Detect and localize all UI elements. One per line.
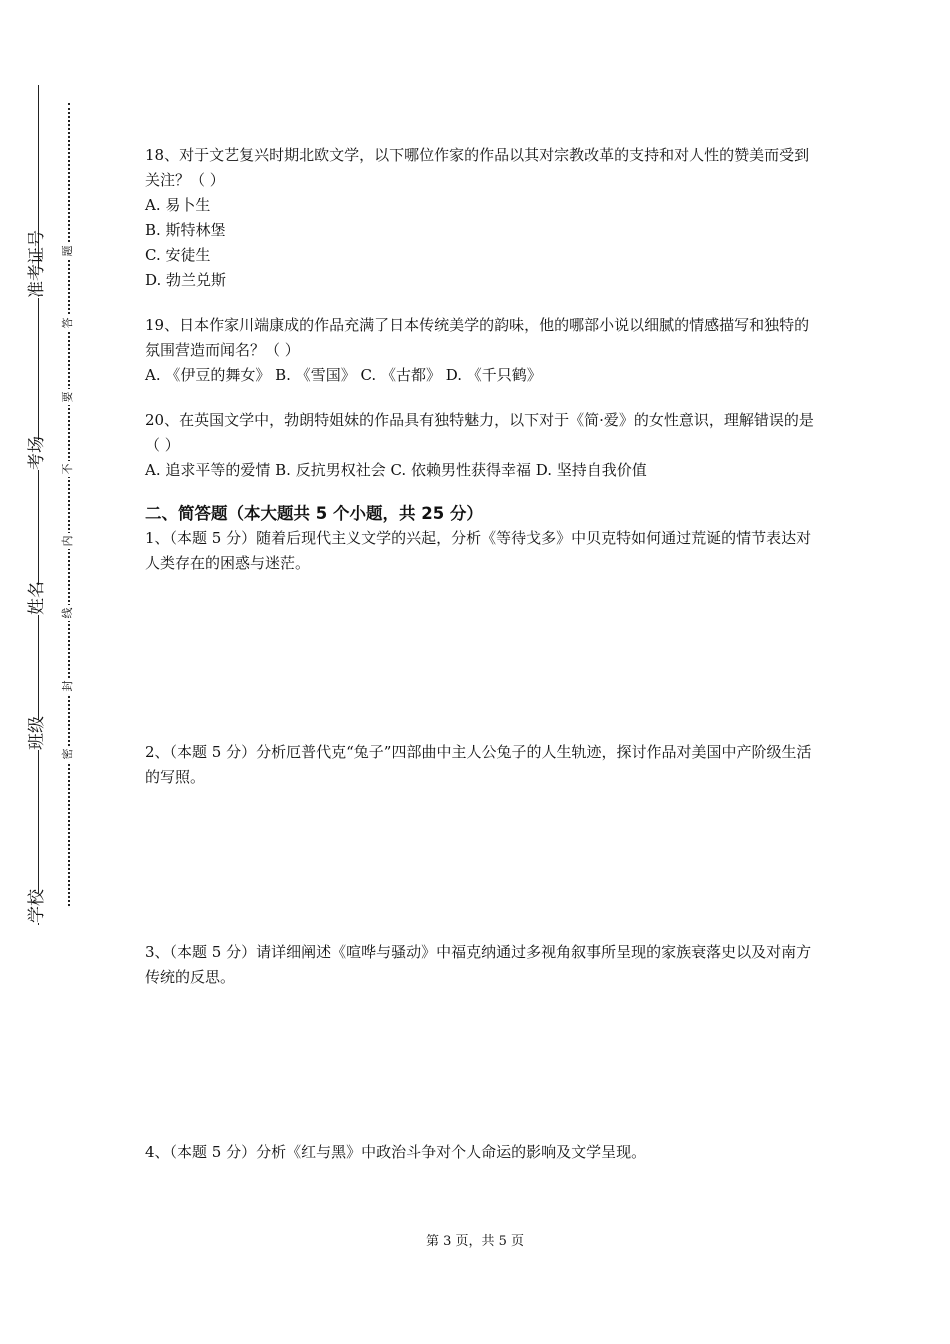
question-stem: 18、对于文艺复兴时期北欧文学，以下哪位作家的作品以其对宗教改革的支持和对人性的赞美而受到关注？（ ） <box>145 146 810 189</box>
short-answer-3: 3、（本题 5 分）请详细阐述《喧哗与骚动》中福克纳通过多视角叙事所呈现的家族衰落史以及对南方传统的反思。 <box>145 943 812 986</box>
question-18 <box>145 143 815 293</box>
short-answer-4: 4、（本题 5 分）分析《红与黑》中政治斗争对个人命运的影响及文学呈现。 <box>145 1143 647 1161</box>
binding-dotted-line <box>68 103 70 906</box>
question-stem: 20、在英国文学中，勃朗特姐妹的作品具有独特魅力，以下对于《简·爱》的女性意识，理解错误的是（ ） <box>145 411 814 454</box>
seal-char: 封 <box>60 678 76 694</box>
seal-char: 不 <box>60 461 76 477</box>
exam-room-label: 考场 <box>22 440 52 470</box>
binding-margin <box>0 0 110 1344</box>
seal-char: 答 <box>60 315 76 331</box>
seal-char: 内 <box>60 533 76 549</box>
exam-number-label: 准考证号 <box>22 268 52 298</box>
binding-solid-line <box>38 85 39 925</box>
question-20 <box>145 408 815 483</box>
name-label: 姓名 <box>22 585 52 615</box>
options-line: A. 追求平等的爱情 B. 反抗男权社会 C. 依赖男性获得幸福 D. 坚持自我价值 <box>145 461 647 479</box>
seal-char: 题 <box>60 243 76 259</box>
question-19 <box>145 313 815 388</box>
option-c: C. 安徒生 <box>145 246 211 264</box>
question-area <box>145 143 815 576</box>
option-d: D. 勃兰兑斯 <box>145 271 227 289</box>
short-answer-1: 1、（本题 5 分）随着后现代主义文学的兴起，分析《等待戈多》中贝克特如何通过荒诞的情节表达对人类存在的困惑与迷茫。 <box>145 529 812 572</box>
page-footer: 第 3 页，共 5 页 <box>425 1234 525 1249</box>
seal-char: 线 <box>60 605 76 621</box>
option-a: A. 易卜生 <box>145 196 211 214</box>
options-line: A. 《伊豆的舞女》 B. 《雪国》 C. 《古都》 D. 《千只鹤》 <box>145 366 542 384</box>
question-stem: 19、日本作家川端康成的作品充满了日本传统美学的韵味，他的哪部小说以细腻的情感描写和独特的氛围营造而闻名？（ ） <box>145 316 810 359</box>
section-title: 二、简答题（本大题共 5 个小题，共 25 分） <box>145 504 483 523</box>
class-label: 班级 <box>22 720 52 750</box>
short-answer-2: 2、（本题 5 分）分析厄普代克“兔子”四部曲中主人公兔子的人生轨迹，探讨作品对美国中产阶级生活的写照。 <box>145 743 812 786</box>
school-label: 学校 <box>22 893 52 923</box>
option-b: B. 斯特林堡 <box>145 221 226 239</box>
seal-char: 要 <box>60 389 76 405</box>
seal-char: 密 <box>60 746 76 762</box>
